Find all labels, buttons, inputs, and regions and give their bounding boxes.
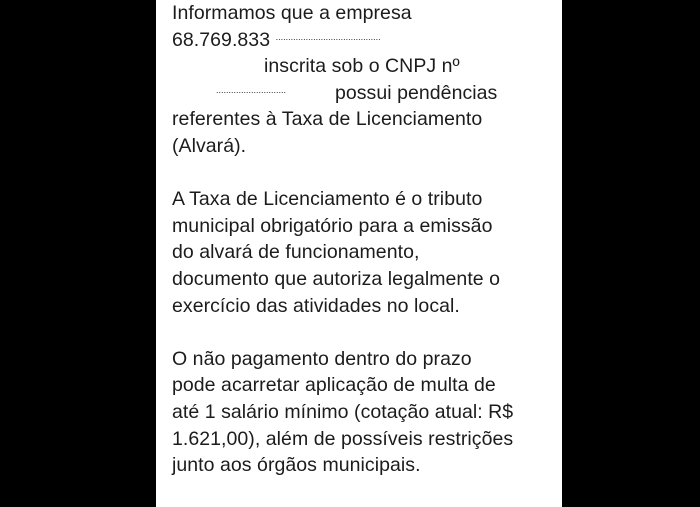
message-line: referentes à Taxa de Licenciamento	[172, 108, 483, 131]
message-line: pode acarretar aplicação de multa de	[172, 374, 496, 397]
company-number: 68.769.833	[172, 28, 271, 51]
message-line: exercício das atividades no local.	[172, 294, 460, 317]
message-line: O não pagamento dentro do prazo	[172, 347, 472, 370]
message-line	[172, 80, 556, 107]
message-line: Informamos que a empresa	[172, 2, 412, 24]
message-line: junto aos órgãos municipais.	[172, 454, 421, 477]
redacted-dots: ..........................................	[275, 31, 381, 42]
message-line: 1.621,00), além de possíveis restrições	[172, 427, 514, 450]
message-line: do alvará de funcionamento,	[172, 241, 420, 264]
message-line	[172, 27, 556, 54]
message-line: até 1 salário mínimo (cotação atual: R$	[172, 400, 514, 423]
paragraph-gap	[172, 319, 556, 346]
message-line: inscrita sob o CNPJ nº	[264, 55, 460, 78]
message-bubble	[156, 0, 562, 507]
redacted-dots: ............................	[216, 84, 287, 95]
message-line: A Taxa de Licenciamento é o tributo	[172, 188, 483, 211]
paragraph-gap	[172, 160, 556, 187]
message-text	[172, 0, 556, 479]
message-line: municipal obrigatório para a emissão	[172, 214, 493, 237]
message-line-text: possui pendências	[334, 81, 498, 104]
message-line: (Alvará).	[172, 134, 247, 157]
message-line: documento que autoriza legalmente o	[172, 267, 501, 290]
